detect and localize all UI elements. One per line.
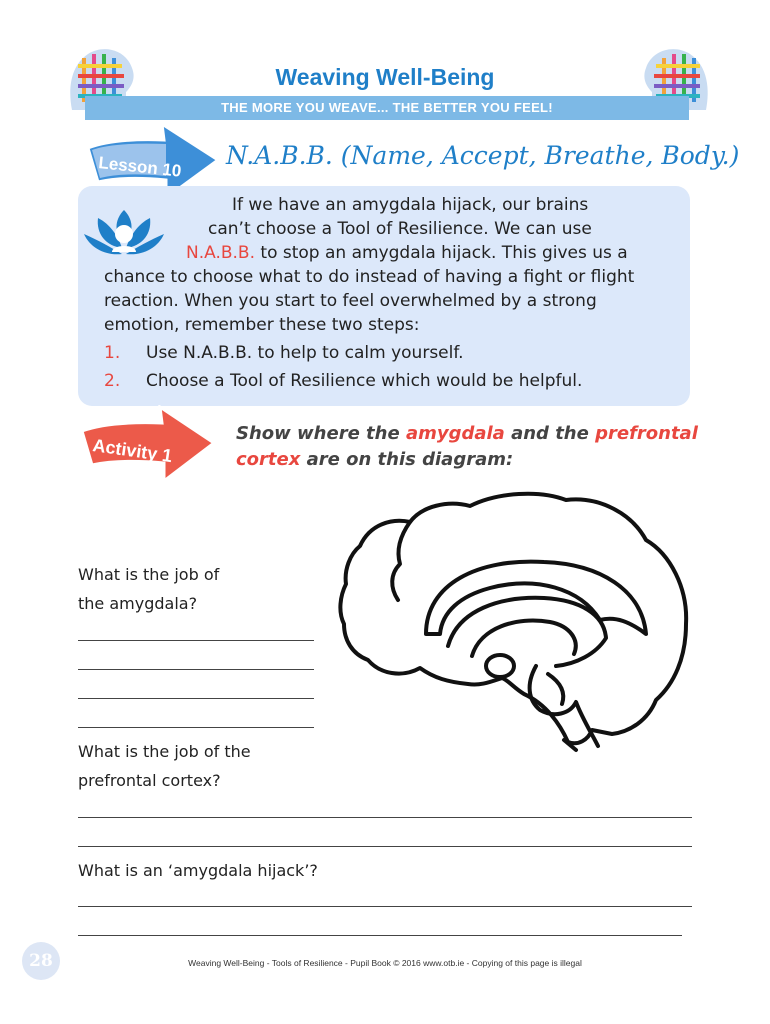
prompt-text: Show where the bbox=[236, 423, 406, 444]
activity-arrow-badge bbox=[80, 405, 220, 485]
step-number: 1. bbox=[104, 343, 121, 363]
lesson-title: N.A.B.B. (Name, Accept, Breathe, Body.) bbox=[226, 141, 740, 170]
intro-line-text: to stop an amygdala hijack. This gives us a bbox=[255, 243, 628, 263]
answer-line[interactable] bbox=[78, 817, 692, 818]
brand-title: Weaving Well-Being bbox=[275, 64, 495, 90]
page-number: 28 bbox=[22, 942, 60, 980]
tagline: THE MORE YOU WEAVE... THE BETTER YOU FEEL! bbox=[221, 100, 553, 115]
question-text: the amygdala? bbox=[78, 594, 198, 613]
question-prefrontal bbox=[78, 737, 251, 795]
brain-diagram bbox=[330, 488, 700, 758]
amygdala-highlight: amygdala bbox=[405, 423, 505, 444]
prefrontal-highlight: prefrontal bbox=[595, 423, 698, 444]
question-amygdala bbox=[78, 560, 219, 618]
question-text: What is the job of the bbox=[78, 742, 251, 761]
intro-line: reaction. When you start to feel overwhelmed by a strong bbox=[104, 291, 597, 311]
answer-line[interactable] bbox=[78, 698, 314, 699]
answer-line[interactable] bbox=[78, 846, 692, 847]
activity-badge-text: Activity 1 bbox=[91, 435, 174, 467]
intro-line: can’t choose a Tool of Resilience. We can use bbox=[208, 219, 592, 239]
answer-line[interactable] bbox=[78, 640, 314, 641]
activity-prompt bbox=[236, 421, 698, 473]
lotus-icon bbox=[84, 208, 164, 260]
step-item bbox=[104, 369, 582, 393]
question-hijack: What is an ‘amygdala hijack’? bbox=[78, 861, 318, 880]
step-text: Choose a Tool of Resilience which would be helpful. bbox=[146, 371, 583, 391]
intro-line bbox=[186, 241, 628, 265]
answer-line[interactable] bbox=[78, 935, 682, 936]
footer-text: Weaving Well-Being - Tools of Resilience - Pupil Book © 2016 www.otb.ie - Copying of this page is illegal bbox=[188, 958, 582, 968]
prompt-text: and the bbox=[504, 423, 596, 444]
step-item bbox=[104, 341, 464, 365]
question-text: prefrontal cortex? bbox=[78, 771, 221, 790]
prompt-text: are on this diagram: bbox=[300, 449, 514, 470]
question-text: What is the job of bbox=[78, 565, 220, 584]
nabb-highlight: N.A.B.B. bbox=[186, 243, 255, 263]
intro-line: If we have an amygdala hijack, our brains bbox=[232, 195, 589, 215]
cortex-highlight: cortex bbox=[236, 449, 301, 470]
step-number: 2. bbox=[104, 371, 121, 391]
intro-line: emotion, remember these two steps: bbox=[104, 315, 420, 335]
lesson-badge-text: Lesson 10 bbox=[97, 153, 183, 181]
step-text: Use N.A.B.B. to help to calm yourself. bbox=[146, 343, 464, 363]
intro-line: chance to choose what to do instead of having a fight or flight bbox=[104, 267, 635, 287]
answer-line[interactable] bbox=[78, 906, 692, 907]
answer-line[interactable] bbox=[78, 669, 314, 670]
answer-line[interactable] bbox=[78, 727, 314, 728]
